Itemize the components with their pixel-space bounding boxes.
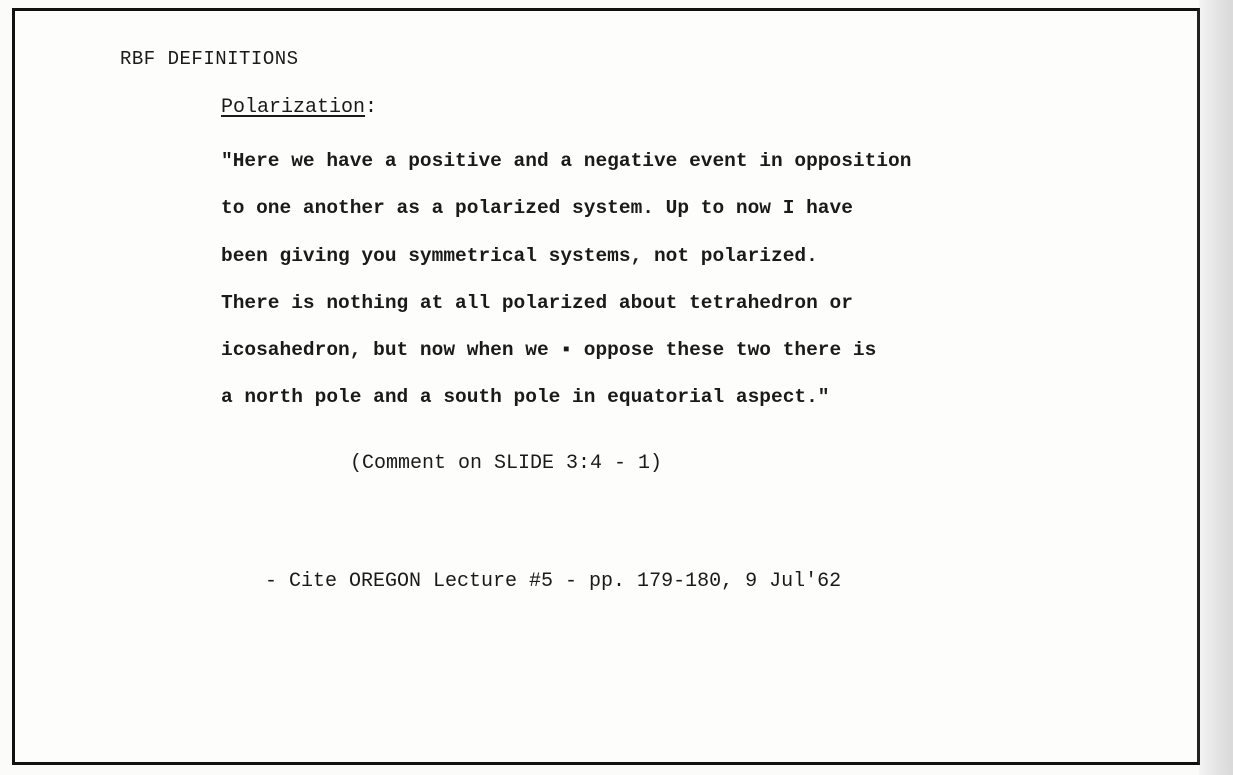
- term-colon: :: [365, 96, 378, 119]
- term-line: [221, 96, 377, 119]
- term-title: Polarization: [221, 96, 366, 119]
- definition-quote: [221, 143, 1121, 427]
- citation: - Cite OREGON Lecture #5 - pp. 179-180, 9 Jul'62: [265, 570, 842, 593]
- slide-comment: (Comment on SLIDE 3:4 - 1): [350, 452, 663, 475]
- quote-line: a north pole and a south pole in equatorial aspect.": [221, 386, 830, 409]
- document-heading: RBF DEFINITIONS: [120, 48, 299, 70]
- quote-line: to one another as a polarized system. Up to now I have: [221, 197, 853, 220]
- quote-line: "Here we have a positive and a negative event in opposition: [221, 150, 912, 172]
- quote-line: been giving you symmetrical systems, not polarized.: [221, 244, 818, 267]
- page-edge-shadow: [1199, 0, 1233, 775]
- quote-line: There is nothing at all polarized about tetrahedron or: [221, 291, 853, 314]
- quote-line: icosahedron, but now when we ▪ oppose these two there is: [221, 339, 877, 362]
